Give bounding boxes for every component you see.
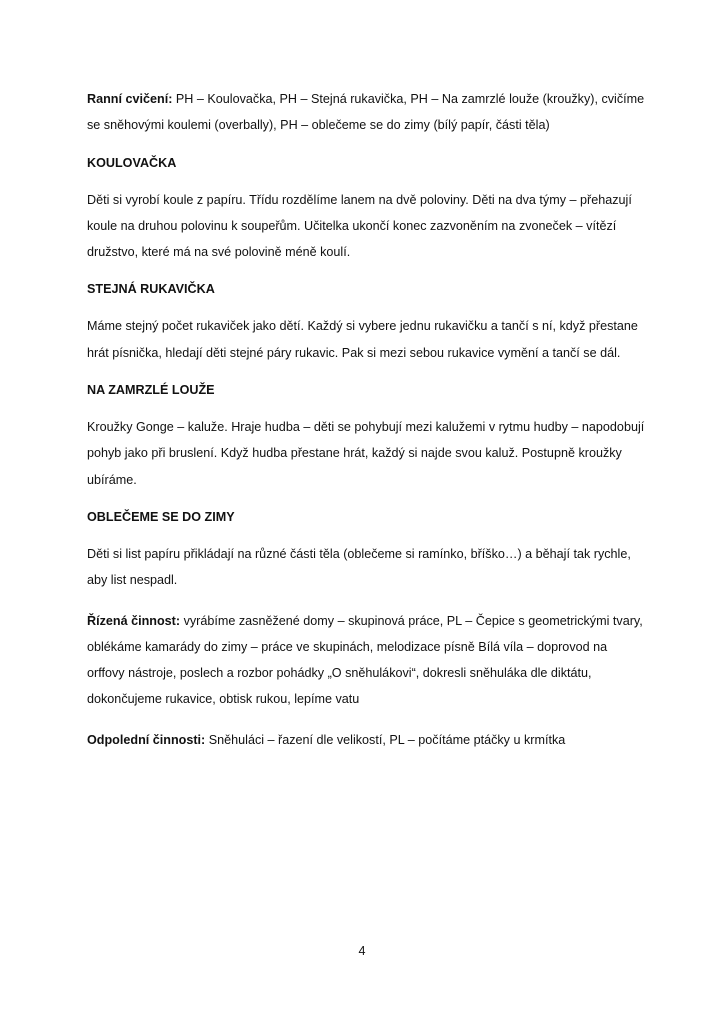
odpoledni-cinnosti-text: Sněhuláci – řazení dle velikostí, PL – počítáme ptáčky u krmítka xyxy=(205,732,566,747)
ranni-cviceni-paragraph xyxy=(87,86,647,139)
louze-text: Kroužky Gonge – kaluže. Hraje hudba – děti se pohybují mezi kalužemi v rytmu hudby – napodobují pohyb jako při bruslení. Když hudba přestane hrát, každý si najde svou kaluž. Postupně kroužky ubíráme. xyxy=(87,420,645,487)
rukavicka-heading: STEJNÁ RUKAVIČKA xyxy=(87,282,215,297)
page-number: 4 xyxy=(358,944,366,958)
koulovacka-text: Děti si vyrobí koule z papíru. Třídu rozdělíme lanem na dvě poloviny. Děti na dva týmy – přehazují koule na druhou polovinu k soupeřům. Učitelka ukončí konec zazvoněním na zvoneček – vítězí družstvo, které má na své polovině méně koulí. xyxy=(87,192,632,260)
obleceme-heading: OBLEČEME SE DO ZIMY xyxy=(87,509,235,524)
odpoledni-cinnosti-paragraph xyxy=(87,727,647,753)
rizena-cinnost-text: vyrábíme zasněžené domy – skupinová práce, PL – Čepice s geometrickými tvary, oblékáme kamarády do zimy – práce ve skupinách, melodizace písně Bílá víla – doprovod na orffovy nástroje, poslech a rozbor pohádky „O sněhulákovi“, dokresli sněhuláka dle diktátu, dokončujeme rukavice, obtisk rukou, lepíme vatu xyxy=(87,613,643,707)
louze-heading: NA ZAMRZLÉ LOUŽE xyxy=(87,383,215,398)
document-page xyxy=(87,86,647,753)
rukavicka-text: Máme stejný počet rukaviček jako dětí. Každý si vybere jednu rukavičku a tančí s ní, když přestane hrát písnička, hledají děti stejné páry rukavic. Pak si mezi sebou rukavice vymění a tančí se dál. xyxy=(87,319,638,360)
rizena-cinnost-paragraph xyxy=(87,608,647,713)
obleceme-text: Děti si list papíru přikládají na různé části těla (oblečeme si ramínko, bříško…) a běhají tak rychle, aby list nespadl. xyxy=(87,546,631,588)
odpoledni-cinnosti-label: Odpolední činnosti: xyxy=(87,732,206,747)
ranni-cviceni-text: PH – Koulovačka, PH – Stejná rukavička, PH – Na zamrzlé louže (kroužky), cvičíme se sněhovými koulemi (overbally), PH – oblečeme se do zimy (bílý papír, části těla) xyxy=(87,92,645,133)
koulovacka-heading: KOULOVAČKA xyxy=(87,155,177,170)
rizena-cinnost-label: Řízená činnost: xyxy=(87,613,181,628)
ranni-cviceni-label: Ranní cvičení: xyxy=(87,92,173,106)
